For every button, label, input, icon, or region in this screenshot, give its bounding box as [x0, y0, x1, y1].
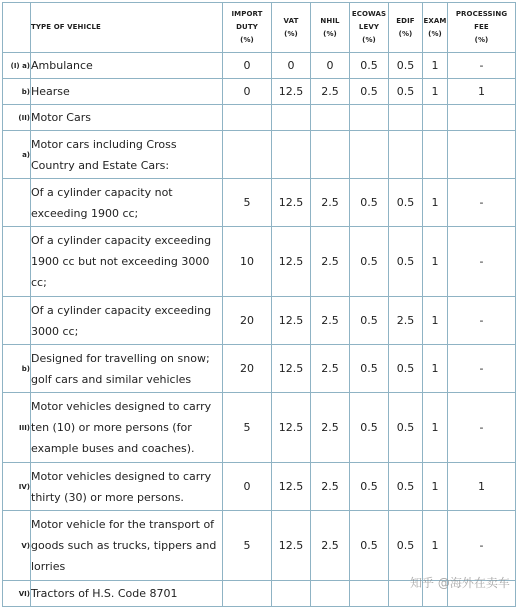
ecowas-levy-cell: 0.5 — [350, 511, 389, 581]
ecowas-levy-cell: 0.5 — [350, 227, 389, 297]
processing-fee-cell: - — [448, 393, 516, 463]
ecowas-levy-cell: 0.5 — [350, 297, 389, 345]
nhil-cell: 2.5 — [311, 463, 350, 511]
header-processing-fee: PROCESSING FEE (%) — [448, 3, 516, 53]
vehicle-type-cell: Motor vehicles designed to carry thirty (30) or more persons. — [31, 463, 223, 511]
exam-cell: 1 — [423, 227, 448, 297]
header-exam: EXAM (%) — [423, 3, 448, 53]
edif-cell: 0.5 — [389, 463, 423, 511]
import-duty-cell: 5 — [223, 511, 272, 581]
ecowas-levy-cell: 0.5 — [350, 79, 389, 105]
ecowas-levy-cell — [350, 131, 389, 179]
row-index — [3, 297, 31, 345]
import-duty-cell: 10 — [223, 227, 272, 297]
import-duty-cell: 20 — [223, 297, 272, 345]
vat-cell — [272, 105, 311, 131]
vehicle-type-cell: Motor vehicles designed to carry ten (10) or more persons (for example buses and coaches). — [31, 393, 223, 463]
import-duty-cell — [223, 131, 272, 179]
processing-fee-cell — [448, 105, 516, 131]
vat-cell: 12.5 — [272, 179, 311, 227]
row-index: (II) — [3, 105, 31, 131]
edif-cell: 2.5 — [389, 297, 423, 345]
import-duty-cell: 5 — [223, 393, 272, 463]
processing-fee-cell: - — [448, 511, 516, 581]
import-duty-cell: 5 — [223, 179, 272, 227]
vehicle-type-cell: Of a cylinder capacity not exceeding 1900 cc; — [31, 179, 223, 227]
vat-cell — [272, 581, 311, 607]
exam-cell: 1 — [423, 79, 448, 105]
row-index: VI) — [3, 581, 31, 607]
watermark: 知乎 @海外在卖车 — [410, 576, 510, 590]
import-duty-cell: 0 — [223, 53, 272, 79]
ecowas-levy-cell — [350, 581, 389, 607]
header-ecowas-levy: ECOWAS LEVY (%) — [350, 3, 389, 53]
processing-fee-cell: 1 — [448, 463, 516, 511]
exam-cell: 1 — [423, 511, 448, 581]
ecowas-levy-cell: 0.5 — [350, 345, 389, 393]
exam-cell — [423, 131, 448, 179]
table-row — [3, 53, 516, 79]
nhil-cell: 0 — [311, 53, 350, 79]
table-row — [3, 463, 516, 511]
import-duty-cell: 0 — [223, 463, 272, 511]
row-index — [3, 227, 31, 297]
table-row — [3, 393, 516, 463]
vehicle-type-cell: Motor vehicle for the transport of goods such as trucks, tippers and lorries — [31, 511, 223, 581]
header-import-duty: IMPORT DUTY (%) — [223, 3, 272, 53]
ecowas-levy-cell: 0.5 — [350, 463, 389, 511]
vat-cell: 12.5 — [272, 463, 311, 511]
processing-fee-cell: - — [448, 297, 516, 345]
edif-cell: 0.5 — [389, 179, 423, 227]
processing-fee-cell: - — [448, 227, 516, 297]
nhil-cell: 2.5 — [311, 179, 350, 227]
table-row — [3, 511, 516, 581]
table-row — [3, 105, 516, 131]
row-index: a) — [3, 131, 31, 179]
table-row — [3, 131, 516, 179]
row-index — [3, 179, 31, 227]
header-edif: EDIF (%) — [389, 3, 423, 53]
table-row — [3, 227, 516, 297]
table-row — [3, 345, 516, 393]
vehicle-type-cell: Ambulance — [31, 53, 223, 79]
edif-cell — [389, 131, 423, 179]
nhil-cell — [311, 105, 350, 131]
import-duty-cell — [223, 105, 272, 131]
table-row — [3, 297, 516, 345]
exam-cell: 1 — [423, 297, 448, 345]
vat-cell — [272, 131, 311, 179]
row-index: IV) — [3, 463, 31, 511]
ecowas-levy-cell: 0.5 — [350, 393, 389, 463]
processing-fee-cell — [448, 131, 516, 179]
edif-cell: 0.5 — [389, 227, 423, 297]
vat-cell: 12.5 — [272, 345, 311, 393]
vat-cell: 12.5 — [272, 79, 311, 105]
row-index: III) — [3, 393, 31, 463]
row-index: b) — [3, 79, 31, 105]
processing-fee-cell: - — [448, 53, 516, 79]
vehicle-duty-table — [2, 2, 516, 607]
vehicle-type-cell: Of a cylinder capacity exceeding 3000 cc; — [31, 297, 223, 345]
vehicle-type-cell: Hearse — [31, 79, 223, 105]
header-index-cell — [3, 3, 31, 53]
table-row — [3, 179, 516, 227]
exam-cell: 1 — [423, 53, 448, 79]
edif-cell: 0.5 — [389, 79, 423, 105]
edif-cell — [389, 105, 423, 131]
exam-cell — [423, 105, 448, 131]
row-index: V) — [3, 511, 31, 581]
nhil-cell — [311, 131, 350, 179]
import-duty-cell — [223, 581, 272, 607]
vehicle-type-cell: Designed for travelling on snow; golf cars and similar vehicles — [31, 345, 223, 393]
vat-cell: 0 — [272, 53, 311, 79]
header-type-of-vehicle: TYPE OF VEHICLE — [31, 3, 223, 53]
vat-cell: 12.5 — [272, 511, 311, 581]
processing-fee-cell: - — [448, 179, 516, 227]
vehicle-type-cell: Tractors of H.S. Code 8701 — [31, 581, 223, 607]
vat-cell: 12.5 — [272, 227, 311, 297]
exam-cell: 1 — [423, 179, 448, 227]
ecowas-levy-cell: 0.5 — [350, 53, 389, 79]
edif-cell: 0.5 — [389, 511, 423, 581]
row-index: b) — [3, 345, 31, 393]
vehicle-type-cell: Motor Cars — [31, 105, 223, 131]
processing-fee-cell: 1 — [448, 79, 516, 105]
ecowas-levy-cell — [350, 105, 389, 131]
exam-cell: 1 — [423, 393, 448, 463]
table-row — [3, 79, 516, 105]
nhil-cell: 2.5 — [311, 511, 350, 581]
edif-cell: 0.5 — [389, 345, 423, 393]
row-index: (I) a) — [3, 53, 31, 79]
edif-cell: 0.5 — [389, 393, 423, 463]
import-duty-cell: 0 — [223, 79, 272, 105]
nhil-cell: 2.5 — [311, 393, 350, 463]
nhil-cell: 2.5 — [311, 79, 350, 105]
vehicle-type-cell: Of a cylinder capacity exceeding 1900 cc but not exceeding 3000 cc; — [31, 227, 223, 297]
edif-cell: 0.5 — [389, 53, 423, 79]
nhil-cell — [311, 581, 350, 607]
processing-fee-cell: - — [448, 345, 516, 393]
ecowas-levy-cell: 0.5 — [350, 179, 389, 227]
vat-cell: 12.5 — [272, 297, 311, 345]
nhil-cell: 2.5 — [311, 297, 350, 345]
vat-cell: 12.5 — [272, 393, 311, 463]
exam-cell: 1 — [423, 345, 448, 393]
exam-cell: 1 — [423, 463, 448, 511]
header-nhil: NHIL (%) — [311, 3, 350, 53]
vehicle-type-cell: Motor cars including Cross Country and Estate Cars: — [31, 131, 223, 179]
import-duty-cell: 20 — [223, 345, 272, 393]
nhil-cell: 2.5 — [311, 345, 350, 393]
nhil-cell: 2.5 — [311, 227, 350, 297]
header-vat: VAT (%) — [272, 3, 311, 53]
header-row — [3, 3, 516, 53]
